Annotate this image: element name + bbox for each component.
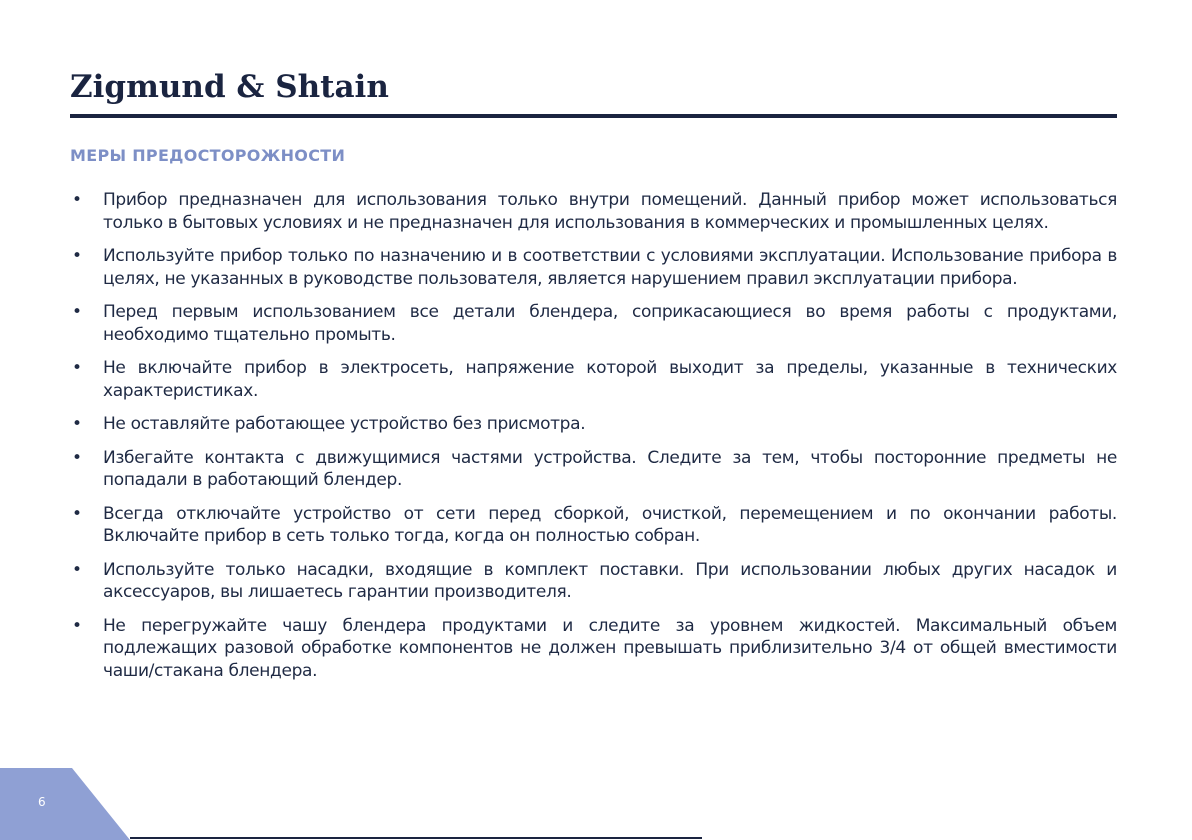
- list-item: [70, 447, 1117, 492]
- precautions-list: [70, 189, 1117, 693]
- list-item-text: Всегда отключайте устройство от сети перед сборкой, очисткой, перемещением и по окончании работы. Включайте прибор в сеть только тогда, когда он полностью собран.: [103, 503, 1117, 546]
- brand-logo: Zigmund & Shtain: [70, 69, 389, 105]
- list-item-text: Используйте только насадки, входящие в комплект поставки. При использовании любых других насадок и аксессуаров, вы лишаетесь гарантии производителя.: [103, 559, 1117, 602]
- section-title: МЕРЫ ПРЕДОСТОРОЖНОСТИ: [70, 146, 346, 165]
- bullet: •: [72, 414, 82, 434]
- page-number: 6: [38, 795, 46, 809]
- bullet: •: [72, 358, 82, 378]
- list-item: [70, 245, 1117, 290]
- bullet: •: [72, 559, 82, 580]
- list-item-text: Не включайте прибор в электросеть, напряжение которой выходит за пределы, указанные в технических характеристиках.: [103, 358, 1117, 401]
- bullet: •: [72, 503, 82, 524]
- footer-page-tab: [0, 768, 130, 840]
- bullet: •: [72, 302, 82, 322]
- list-item-text: Не перегружайте чашу блендера продуктами и следите за уровнем жидкостей. Максимальный объем подлежащих разовой обработке компонентов не должен превышать приблизительно 3/4 от общей вместимости чаши/стакана блендера.: [103, 615, 1117, 681]
- list-item-text: Используйте прибор только по назначению и в соответствии с условиями эксплуатации. Использование прибора в целях, не указанных в руководстве пользователя, является нарушением правил эксплуатации прибора.: [103, 246, 1117, 289]
- list-item-text: Не оставляйте работающее устройство без присмотра.: [103, 414, 586, 434]
- list-item: [70, 503, 1117, 548]
- bullet: •: [72, 447, 82, 468]
- footer-rule: [130, 837, 702, 839]
- list-item-text: Избегайте контакта с движущимися частями устройства. Следите за тем, чтобы посторонние предметы не попадали в работающий блендер.: [103, 447, 1117, 490]
- list-item: [70, 559, 1117, 604]
- list-item: [70, 357, 1117, 402]
- list-item: [70, 301, 1117, 346]
- bullet: •: [72, 246, 82, 266]
- list-item: [70, 189, 1117, 234]
- list-item-text: Перед первым использованием все детали блендера, соприкасающиеся во время работы с продуктами, необходимо тщательно промыть.: [103, 302, 1117, 345]
- bullet: •: [72, 190, 82, 210]
- list-item-text: Прибор предназначен для использования только внутри помещений. Данный прибор может использоваться только в бытовых условиях и не предназначен для использования в коммерческих и промышленных целях.: [103, 190, 1117, 233]
- header-divider: [70, 114, 1117, 118]
- bullet: •: [72, 615, 82, 636]
- list-item: [70, 615, 1117, 683]
- list-item: [70, 413, 1117, 436]
